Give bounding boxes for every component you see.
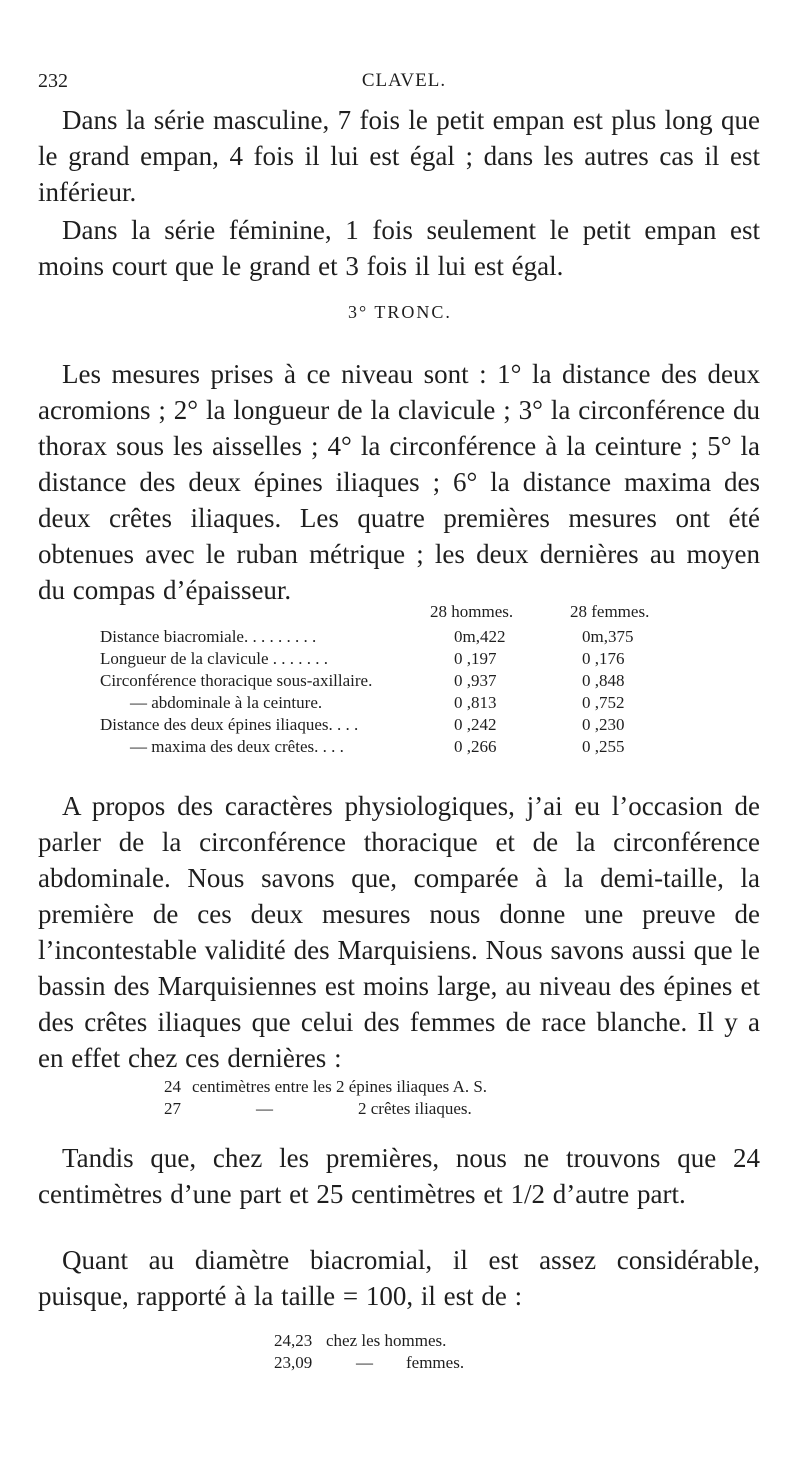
row-label: — maxima des deux crêtes. . . . [130,737,344,756]
row-label: — abdominale à la ceinture. [130,693,323,712]
table-row [100,648,700,670]
page-number: 232 [38,70,68,92]
table-row [100,714,700,736]
table-row [100,626,700,648]
value-men: 0 ,197 [454,649,497,668]
paragraph-text: Quant au diamètre biacromial, il est assez considérable, puisque, rapporté à la taille = 100, il est de : [38,1245,760,1311]
value-men: 0 ,813 [454,693,497,712]
value-men: 0 ,266 [454,737,497,756]
paragraph-text: Les mesures prises à ce niveau sont : 1° la distance des deux acromions ; 2° la longueur de la clavicule ; 3° la circonférence du thorax sous les aisselles ; 4° la circonférence à la ceinture ; 5° la distance des deux épines iliaques ; 6° la distance maxima des deux crêtes iliaques. Les quatre premières mesures ont été obtenues avec le ruban métrique ; les deux dernières au moyen du compas d’épaisseur. [38,359,760,605]
list-text: femmes. [406,1353,465,1372]
ditto-dash: — [256,1099,273,1118]
value-women: 0 ,752 [582,693,625,712]
value-women: 0 ,255 [582,737,625,756]
value-women: 0 ,230 [582,715,625,734]
section-heading: 3° TRONC. [348,302,452,322]
list-text: 2 crêtes iliaques. [358,1099,472,1118]
paragraph-trunk-measures [38,356,760,608]
row-label: Circonférence thoracique sous-axillaire. [100,671,373,690]
value-men: 0 ,937 [454,671,497,690]
value-women: 0 ,176 [582,649,625,668]
table-row [100,736,700,758]
row-label: Distance des deux épines iliaques. . . . [100,715,359,734]
list-number: 27 [164,1099,181,1118]
list-value: 23,09 [274,1353,313,1372]
table-row [100,670,700,692]
paragraph-text: A propos des caractères physiologiques, j’ai eu l’occasion de parler de la circonférence thoracique et de la circonférence abdominale. Nous savons que, comparée à la demi-taille, la première de ces deux mesures nous donne une preuve de l’incontestable validité des Marquisiens. Nous savons aussi que le bassin des Marquisiennes est moins large, au niveau des épines et des crêtes iliaques que celui des femmes de race blanche. Il y a en effet chez ces dernières : [38,791,760,1073]
list-item [274,1352,574,1374]
row-label: Distance biacromiale. . . . . . . . . [100,627,317,646]
white-women-list [164,1076,664,1120]
column-header-women: 28 femmes. [570,602,650,621]
measurements-table [100,602,700,758]
ditto-dash: — [356,1353,373,1372]
list-number: 24 [164,1077,181,1096]
biacromial-list [274,1330,574,1374]
paragraph-text: Tandis que, chez les premières, nous ne trouvons que 24 centimètres d’une part et 25 centimètres et 1/2 d’autre part. [38,1143,760,1209]
table-header [100,602,700,626]
value-men: 0 ,242 [454,715,497,734]
running-title: CLAVEL. [361,70,447,91]
value-men: 0m,422 [454,627,506,646]
list-item [164,1076,664,1098]
value-women: 0 ,848 [582,671,625,690]
paragraph-biacromial [38,1242,760,1314]
row-label: Longueur de la clavicule . . . . . . . [100,649,329,668]
column-header-men: 28 hommes. [430,602,514,621]
value-women: 0m,375 [582,627,634,646]
paragraph-feminine-series [38,212,760,284]
table-row [100,692,700,714]
list-item [164,1098,664,1120]
list-value: 24,23 [274,1331,313,1350]
list-text: centimètres entre les 2 épines iliaques A. S. [192,1077,488,1096]
list-text: chez les hommes. [326,1331,447,1350]
paragraph-text: Dans la série féminine, 1 fois seulement le petit empan est moins court que le grand et 3 fois il lui est égal. [38,215,760,281]
paragraph-masculine-series [38,102,760,210]
paragraph-text: Dans la série masculine, 7 fois le petit empan est plus long que le grand empan, 4 fois il lui est égal ; dans les autres cas il est inférieur. [38,105,760,207]
paragraph-physiological [38,788,760,1076]
page-header [38,70,770,98]
list-item [274,1330,574,1352]
paragraph-comparison [38,1140,760,1212]
